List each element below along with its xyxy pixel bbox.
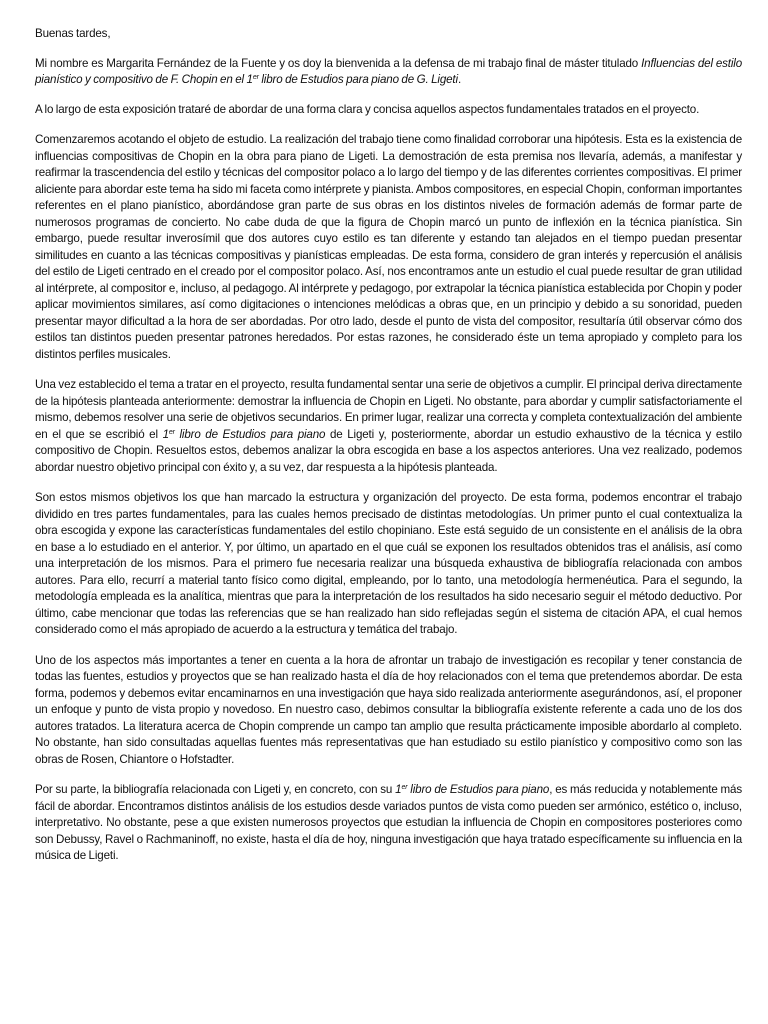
greeting: Buenas tardes, (35, 27, 111, 40)
paragraph-object-of-study: Comenzaremos acotando el objeto de estudio. La realización del trabajo tiene como finalidad corroborar una hipótesis. Esta es la existencia de influencias compositivas de Chopin en la obra para piano de Ligeti. La demostración de esta premisa nos llevaría, además, a manifestar y reafirmar la trascendencia del estilo y técnicas del compositor polaco a lo largo del tiempo y de las diferentes corrientes compositivas. El primer aliciente para abordar este tema ha sido mi faceta como intérprete y pianista. Ambos compositores, en especial Chopin, conforman importantes referentes en el plano pianístico, abordándose gran parte de sus obras en los distintos niveles de formación además de formar parte de numerosos programas de concierto. No cabe duda de que la figura de Chopin marcó un punto de inflexión en la técnica pianística. Sin embargo, puede resultar inverosímil que dos autores cuyo estilo es tan diferente y estando tan alejados en el tiempo puedan presentar similitudes en cuanto a las técnicas compositivas y pianísticas empleadas. De esta forma, considero de gran interés y repercusión el análisis del estilo de Ligeti centrado en el creado por el compositor polaco. Así, nos encontramos ante un estudio el cual puede resultar de gran utilidad al intérprete, al compositor e, incluso, al pedagogo. Al intérprete y pedagogo, por extrapolar la técnica pianística establecida por Chopin y poder aplicar movimientos similares, así como digitaciones o intenciones melódicas a obras que, en un principio y debido a su sonoridad, pueden presentar mayor dificultad a la hora de ser abordadas. Por otro lado, desde el punto de vista del compositor, resultaría útil observar cómo dos estilos tan distintos pueden presentar patrones heredados. Por estas razones, he considerado éste un tema apropiado y completo para los distintos perfiles musicales. (35, 133, 742, 361)
thesis-title-part1: Influencias del estilo pianístico y compositivo de F. Chopin en el 1 (35, 56, 743, 86)
paragraph-sources: Uno de los aspectos más importantes a tener en cuenta a la hora de afrontar un trabajo de investigación es recopilar y tener constancia de todas las fuentes, estudios y proyectos que se han realizado hasta el día de hoy relacionados con el tema que pretendemos abordar. De esta forma, podemos y debemos evitar encaminarnos en una investigación que haya sido realizada anteriormente asegurándonos, así, el proponer un enfoque y punto de vista propio y novedoso. En nuestro caso, debimos consultar la bibliografía existente referente a cada uno de los dos autores tratados. La literatura acerca de Chopin comprende un campo tan amplio que resulta prácticamente imposible abordarlo al completo. No obstante, han sido consultadas aquellas fuentes más representativas que han estudiado su estilo pianístico y compositivo como son las obras de Rosen, Chiantore o Hofstadter. (35, 653, 742, 766)
intro-paragraph (35, 56, 742, 89)
paragraph-structure: Son estos mismos objetivos los que han marcado la estructura y organización del proyecto. De esta forma, podemos encontrar el trabajo dividido en tres partes fundamentales, para las cuales hemos precisado de distintas metodologías. Un primer punto el cual contextualiza la obra escogida y expone las características fundamentales del estilo chopiniano. Este está seguido de un consistente en el análisis de la obra en base a lo estudiado en el anterior. Y, por último, un apartado en el que cuál se exponen los resultados obtenidos tras el análisis, así como una interpretación de los mismos. Para el primero fue necesaria realizar una búsqueda exhaustiva de bibliografía relacionada con ambos autores. Para ello, recurrí a material tanto físico como digital, empleando, por lo tanto, una metodología hermenéutica. Para el segundo, la metodología empleada es la analítica, mientras que para la interpretación de los resultados ha sido necesario seguir el método deductivo. Por último, cabe mencionar que todas las referencias que se han realizado han sido reflejadas según el sistema de citación APA, el cual hemos considerado como el más apropiado de acuerdo a la estructura y temática del trabajo. (35, 491, 742, 636)
intro-end: . (457, 73, 462, 86)
work-title-part2: libro de Estudios para piano (174, 427, 326, 441)
work-title (163, 428, 326, 441)
objectives-before: Una vez establecido el tema a tratar en el proyecto, resulta fundamental sentar una serie de objetivos a cumplir. El principal deriva directamente de la hipótesis planteada anteriormente: demostrar la influencia de Chopin en Ligeti. No obstante, para abordar y cumplir satisfactoriamente el mismo, debemos resolver una serie de objetivos secundarios. En primer lugar, realizar una correcta y completa contextualización del ambiente en el que se escribió el (35, 378, 742, 441)
paragraph-ligeti-bibliography (35, 782, 742, 865)
ligeti-after: , es más reducida y notablemente más fácil de abordar. Encontramos distintos análisis de los estudios desde variados puntos de vista como pueden ser armónico, estético o, incluso, interpretativo. No obstante, pese a que existen numerosos proyectos que estudian la influencia de Chopin en compositores posteriores como son Debussy, Ravel o Rachmaninoff, no existe, hasta el día de hoy, ninguna investigación que haya tratado específicamente su influencia en la música de Ligeti. (35, 783, 742, 862)
work-title-2 (395, 783, 549, 796)
paragraph-overview: A lo largo de esta exposición trataré de abordar de una forma clara y concisa aquellos aspectos fundamentales tratados en el proyecto. (35, 102, 700, 116)
thesis-title-sup: er (252, 74, 259, 81)
work-title-2-part1: 1 (395, 783, 402, 796)
work-title-2-part2: libro de Estudios para piano (407, 783, 550, 796)
work-title-sup: er (168, 428, 175, 436)
ligeti-before: Por su parte, la bibliografía relacionada con Ligeti y, en concreto, con su (35, 783, 396, 796)
paragraph-objectives (35, 377, 742, 476)
objectives-after: de Ligeti y, posteriormente, abordar un estudio exhaustivo de la técnica y estilo compositivo de Chopin. Resueltos estos, debemos analizar la obra escogida en base a los aspectos anteriores. Una vez realizado, podemos abordar nuestro objetivo principal con éxito y, a su vez, dar respuesta a la hipótesis planteada. (35, 427, 742, 474)
work-title-2-sup: er (401, 784, 408, 791)
work-title-part1: 1 (162, 427, 169, 441)
thesis-title-part2: libro de Estudios para piano de G. Ligeti (258, 73, 458, 86)
intro-text: Mi nombre es Margarita Fernández de la Fuente y os doy la bienvenida a la defensa de mi trabajo final de máster titulado (35, 56, 642, 70)
